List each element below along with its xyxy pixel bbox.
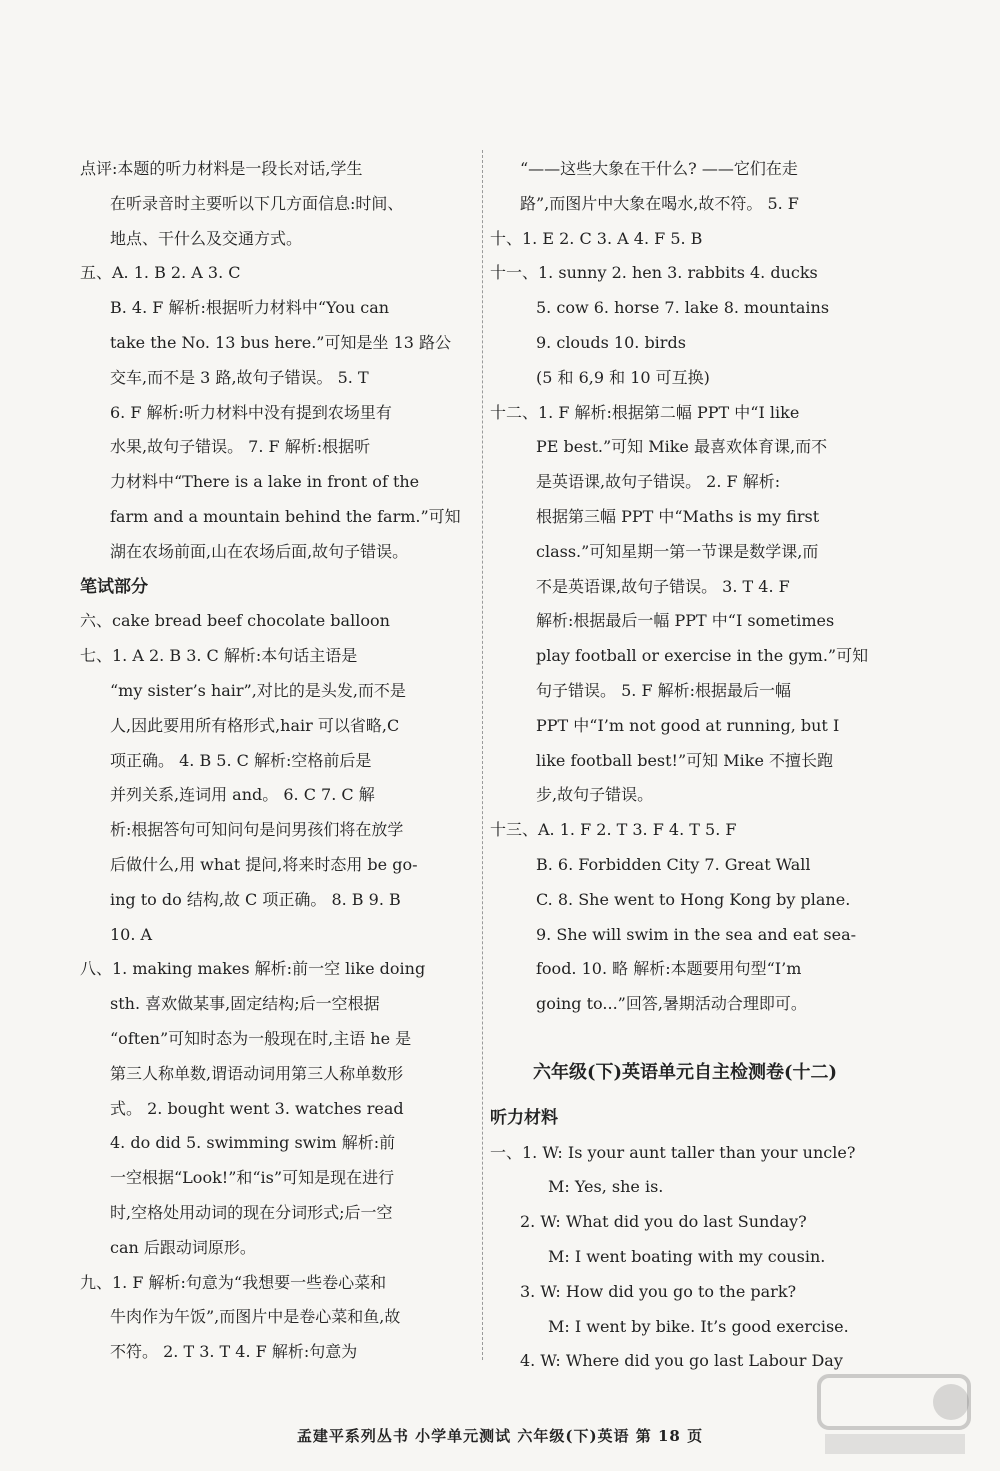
section-heading: 笔试部分 — [80, 576, 148, 597]
text-line: ing to do 结构,故 C 项正确。 8. B 9. B — [110, 889, 401, 909]
text-line: 9. She will swim in the sea and eat sea- — [536, 924, 857, 944]
section-heading: 听力材料 — [490, 1107, 558, 1128]
text-line: class.”可知星期一第一节课是数学课,而 — [536, 541, 819, 561]
text-line: “my sister’s hair”,对比的是头发,而不是 — [110, 680, 406, 700]
text-line: 后做什么,用 what 提问,将来时态用 be go- — [110, 854, 418, 874]
text-line: going to...”回答,暑期活动合理即可。 — [536, 994, 807, 1014]
text-line: M: I went boating with my cousin. — [548, 1246, 826, 1266]
text-line: like football best!”可知 Mike 不擅长跑 — [536, 750, 834, 770]
text-line: 步,故句子错误。 — [536, 785, 654, 805]
text-line: 八、1. making makes 解析:前一空 like doing — [80, 959, 426, 979]
text-line: 是英语课,故句子错误。 2. F 解析: — [536, 472, 781, 492]
page-footer: 孟建平系列丛书 小学单元测试 六年级(下)英语 第 18 页 — [296, 1427, 704, 1445]
text-line: sth. 喜欢做某事,固定结构;后一空根据 — [110, 994, 380, 1014]
text-line: 不是英语课,故句子错误。 3. T 4. F — [536, 576, 790, 596]
text-line: food. 10. 略 解析:本题要用句型“I’m — [536, 959, 802, 979]
text-line: 人,因此要用所有格形式,hair 可以省略,C — [110, 715, 400, 735]
text-line: 3. W: How did you go to the park? — [520, 1281, 797, 1301]
section-title: 六年级(下)英语单元自主检测卷(十二) — [532, 1061, 838, 1083]
text-line: 十、1. E 2. C 3. A 4. F 5. B — [490, 228, 703, 248]
text-line: 句子错误。 5. F 解析:根据最后一幅 — [536, 680, 792, 700]
text-line: 9. clouds 10. birds — [536, 332, 686, 352]
text-line: 5. cow 6. horse 7. lake 8. mountains — [536, 298, 830, 318]
text-line: 6. F 解析:听力材料中没有提到农场里有 — [110, 402, 392, 422]
text-line: 十二、1. F 解析:根据第二幅 PPT 中“I like — [490, 402, 800, 422]
text-line: 力材料中“There is a lake in front of the — [110, 472, 420, 492]
text-line: 根据第三幅 PPT 中“Maths is my first — [536, 506, 820, 526]
text-line: B. 4. F 解析:根据听力材料中“You can — [110, 298, 390, 318]
text-line: can 后跟动词原形。 — [110, 1237, 256, 1257]
text-line: 一空根据“Look!”和“is”可知是现在进行 — [110, 1168, 395, 1188]
text-line: farm and a mountain behind the farm.”可知 — [110, 506, 461, 526]
text-line: 十三、A. 1. F 2. T 3. F 4. T 5. F — [490, 820, 737, 840]
text-line: “often”可知时态为一般现在时,主语 he 是 — [110, 1028, 412, 1048]
text-line: 九、1. F 解析:句意为“我想要一些卷心菜和 — [80, 1272, 387, 1292]
text-line: 七、1. A 2. B 3. C 解析:本句话主语是 — [80, 646, 358, 666]
text-line: 式。 2. bought went 3. watches read — [110, 1098, 404, 1118]
text-line: 在听录音时主要听以下几方面信息:时间、 — [110, 193, 404, 213]
text-line: C. 8. She went to Hong Kong by plane. — [536, 889, 851, 909]
text-line: 牛肉作为午饭”,而图片中是卷心菜和鱼,故 — [110, 1307, 401, 1327]
text-line: 4. W: Where did you go last Labour Day — [520, 1351, 843, 1371]
text-line: “——这些大象在干什么? ——它们在走 — [520, 159, 798, 178]
right-column — [490, 152, 880, 1379]
text-line: 十一、1. sunny 2. hen 3. rabbits 4. ducks — [490, 263, 818, 283]
text-line: 一、1. W: Is your aunt taller than your uncle? — [490, 1142, 856, 1162]
text-line: M: I went by bike. It’s good exercise. — [548, 1316, 849, 1336]
text-line: 时,空格处用动词的现在分词形式;后一空 — [110, 1202, 393, 1222]
text-line: 湖在农场前面,山在农场后面,故句子错误。 — [110, 541, 409, 561]
text-line: 4. do did 5. swimming swim 解析:前 — [110, 1133, 396, 1153]
text-line: 解析:根据最后一幅 PPT 中“I sometimes — [536, 611, 835, 631]
column-divider — [482, 150, 483, 1360]
text-line: 项正确。 4. B 5. C 解析:空格前后是 — [110, 750, 372, 770]
text-line: 并列关系,连词用 and。 6. C 7. C 解 — [110, 785, 375, 805]
text-line: 2. W: What did you do last Sunday? — [520, 1212, 807, 1232]
text-line: (5 和 6,9 和 10 可互换) — [536, 367, 710, 387]
left-column — [80, 152, 475, 1370]
text-line: play football or exercise in the gym.”可知 — [536, 646, 869, 666]
watermark-stamp — [815, 1370, 975, 1460]
text-line: take the No. 13 bus here.”可知是坐 13 路公 — [110, 332, 452, 352]
text-line: 不符。 2. T 3. T 4. F 解析:句意为 — [110, 1342, 358, 1362]
text-line: 水果,故句子错误。 7. F 解析:根据听 — [110, 437, 371, 457]
text-line: PE best.”可知 Mike 最喜欢体育课,而不 — [536, 437, 828, 457]
text-line: 点评:本题的听力材料是一段长对话,学生 — [80, 159, 363, 178]
text-line: PPT 中“I’m not good at running, but I — [536, 715, 840, 735]
text-line: 路”,而图片中大象在喝水,故不符。 5. F — [520, 193, 799, 213]
text-line: M: Yes, she is. — [548, 1177, 664, 1197]
text-line: B. 6. Forbidden City 7. Great Wall — [536, 854, 811, 874]
text-line: 交车,而不是 3 路,故句子错误。 5. T — [110, 367, 369, 387]
text-line: 析:根据答句可知问句是问男孩们将在放学 — [110, 820, 404, 840]
text-line: 第三人称单数,谓语动词用第三人称单数形 — [110, 1063, 404, 1083]
text-line: 10. A — [110, 924, 153, 944]
text-line: 六、cake bread beef chocolate balloon — [80, 611, 390, 631]
text-line: 地点、干什么及交通方式。 — [110, 228, 303, 248]
text-line: 五、A. 1. B 2. A 3. C — [80, 263, 241, 283]
